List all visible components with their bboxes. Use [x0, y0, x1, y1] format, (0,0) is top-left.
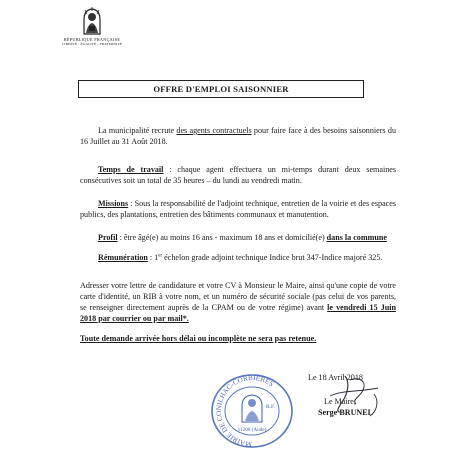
application-paragraph [80, 280, 396, 324]
republic-label: RÉPUBLIQUE FRANÇAISE [63, 37, 121, 42]
remuneration-label: Rémunération [98, 253, 148, 262]
deadline-text: le vendredi 15 Juin 2018 par courrier ou par mail*. [80, 303, 396, 323]
stamp-initials: R.F. [266, 404, 276, 410]
intro-highlight: des agents contractuels [176, 126, 252, 135]
signature-date: Le 18 Avril 2018 [308, 373, 363, 382]
town-hall-stamp [208, 372, 296, 450]
signature-title: Le Maire, [324, 397, 356, 406]
marianne-emblem-icon [78, 6, 106, 36]
profil-highlight: dans la commune [326, 233, 387, 242]
remuneration-text-b: échelon grade adjoint technique Indice brut 347-Indice majoré 325. [162, 253, 383, 262]
stamp-postal: 11200 (Aude) [237, 427, 267, 433]
remuneration-paragraph [80, 252, 396, 263]
handwritten-signature [290, 372, 410, 422]
document-title: OFFRE D'EMPLOI SAISONNIER [78, 80, 364, 98]
letterhead [62, 6, 122, 46]
temps-label: Temps de travail [98, 165, 164, 174]
remuneration-text-a: : 1 [147, 253, 159, 262]
profil-label: Profil [98, 233, 118, 242]
temps-paragraph [80, 164, 396, 186]
temps-text: : chaque agent effectuera un mi-temps durant deux semaines consécutives soit un total de 35 heures – du lundi au vendredi matin. [80, 165, 396, 185]
profil-text: : être âgé(e) au moins 16 ans - maximum 18 ans et domicilié(e) [117, 233, 327, 242]
warning-paragraph [80, 333, 396, 344]
document-body [80, 125, 396, 344]
missions-text: : Sous la responsabilité de l'adjoint technique, entretien de la voirie et des espaces publics, des plantations, entretien des bâtiments communaux et manutention. [80, 199, 396, 219]
motto-label: LIBERTÉ - ÉGALITÉ - FRATERNITÉ [62, 42, 123, 46]
stamp-ring-text: MAIRIE DE CONILHAC-CORBIÈRES [214, 373, 276, 449]
intro-text-start: La municipalité recrute [98, 126, 177, 135]
application-text: Adresser votre lettre de candidature et votre CV à Monsieur le Maire, ainsi qu'une copie de votre carte d'identité, un RIB à votre nom, et un numéro de sécurité sociale (pas celui de vos parents, se renseigner directement auprès de la CPAM ou de votre régime) avant [80, 281, 396, 312]
intro-text-end: pour faire face à des besoins saisonniers du 16 Juillet au 31 Août 2018. [80, 126, 396, 146]
intro-paragraph [80, 125, 396, 147]
remuneration-sup: er [158, 253, 163, 259]
missions-label: Missions [98, 199, 129, 208]
warning-text: Toute demande arrivée hors délai ou incomplète ne sera pas retenue. [80, 334, 317, 343]
signature-name: Serge BRUNEL [318, 408, 374, 417]
profil-paragraph [80, 232, 396, 243]
missions-paragraph [80, 198, 396, 220]
